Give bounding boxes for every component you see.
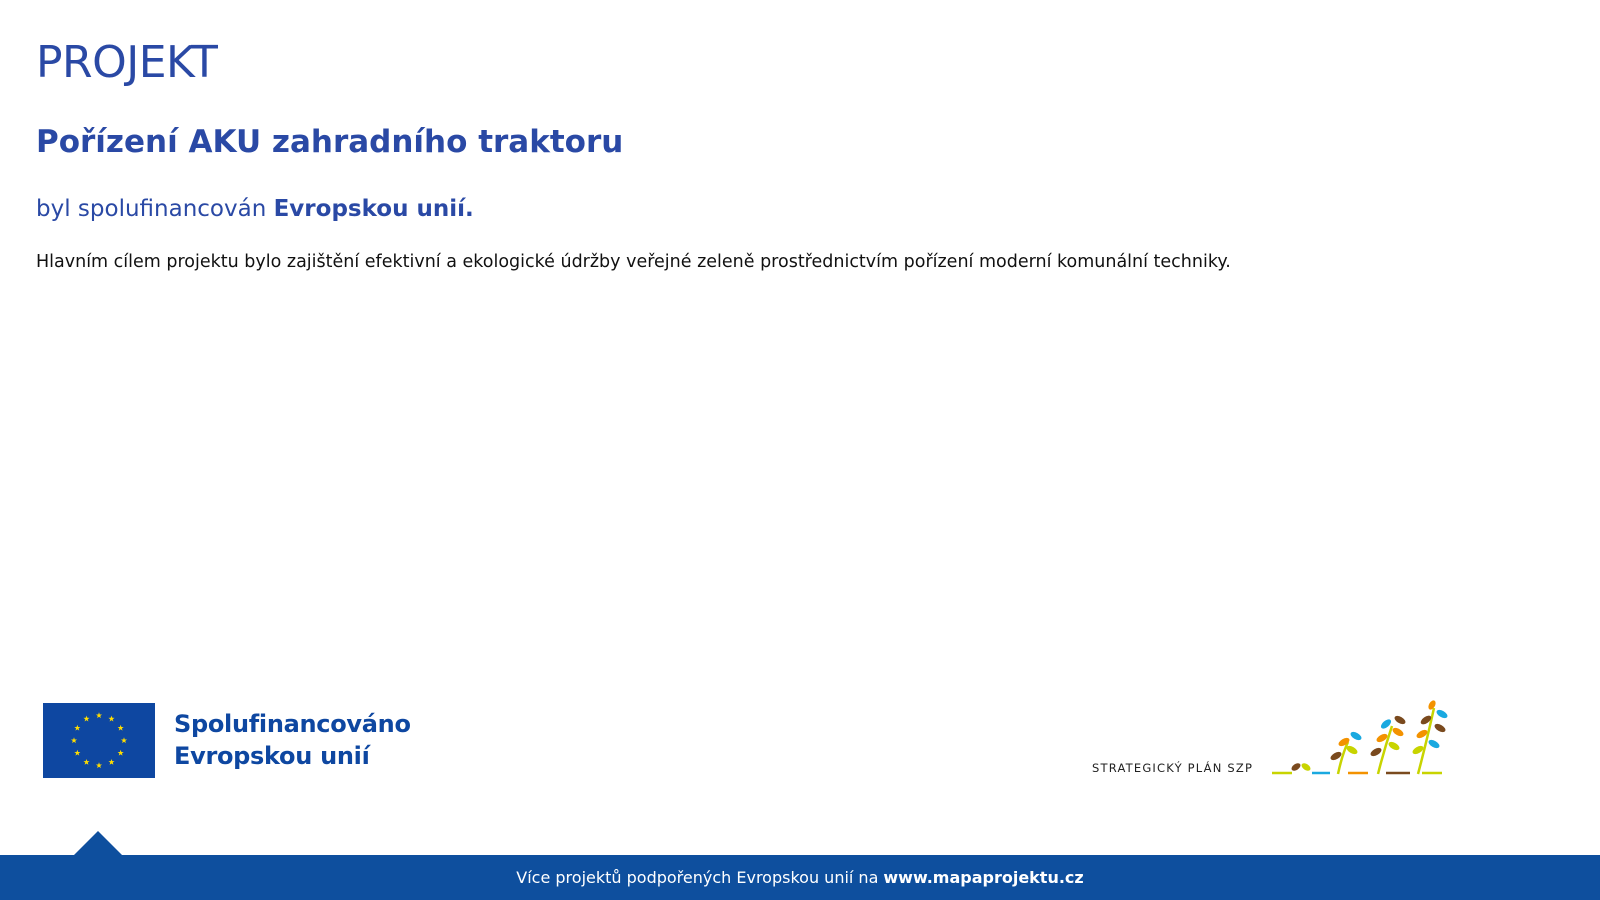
footer-notch (73, 831, 123, 856)
footer-bar (0, 855, 1600, 900)
eu-flag-icon (43, 703, 155, 778)
page-heading: PROJEKT (36, 37, 218, 88)
eu-logo-line2: Evropskou unií (174, 741, 370, 770)
eu-logo-text (174, 709, 411, 771)
project-description: Hlavním cílem projektu bylo zajištění efektivní a ekologické údržby veřejné zeleně prostřednictvím pořízení moderní komunální techniky. (36, 252, 1231, 272)
strategic-plan-logo (1092, 700, 1462, 780)
footer-text: Více projektů podpořených Evropskou unií na (516, 868, 879, 887)
footer-link[interactable]: www.mapaprojektu.cz (883, 868, 1084, 887)
cofinanced-prefix: byl spolufinancován (36, 196, 267, 222)
cofinanced-emphasis: Evropskou unií. (273, 196, 474, 222)
eu-logo-line1: Spolufinancováno (174, 710, 411, 739)
strategic-plan-text: STRATEGICKÝ PLÁN SZP (1092, 761, 1254, 775)
sprouting-plants-icon (1272, 700, 1462, 780)
cofinanced-statement (36, 196, 474, 224)
project-title: Pořízení AKU zahradního traktoru (36, 124, 624, 160)
eu-cofunded-logo (43, 703, 411, 778)
